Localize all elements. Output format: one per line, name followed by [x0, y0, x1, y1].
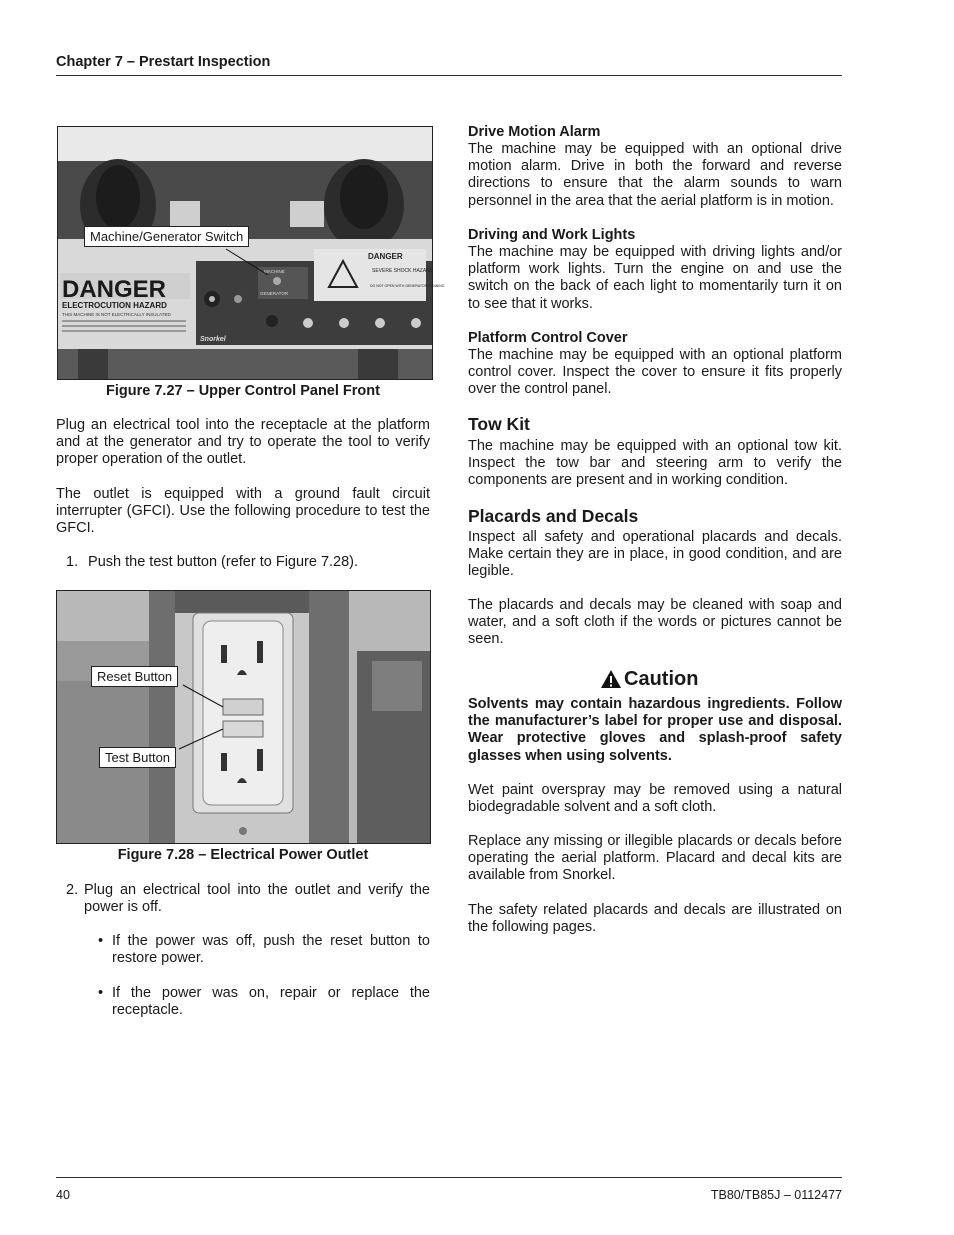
bullet-1-mark: •	[98, 933, 104, 949]
tow-kit-text: The machine may be equipped with an optional tow kit. Inspect the tow bar and steering arm to verify the components are present and in working condition.	[468, 438, 842, 489]
step-2-text: Plug an electrical tool into the outlet and verify the power is off.	[84, 882, 430, 916]
platform-cover-text: The machine may be equipped with an optional platform control cover. Inspect the cover to ensure it fits properly over the control panel.	[468, 347, 842, 398]
photo-do-not-open: DO NOT OPEN WITH GENERATOR RUNNING	[370, 284, 445, 288]
bullet-2	[56, 985, 430, 1019]
placards-text-1: Inspect all safety and operational placards and decals. Make certain they are in place, in good condition, and are legible.	[468, 529, 842, 580]
figure-7-27-photo	[57, 126, 445, 380]
figure-7-28-photo	[56, 590, 431, 844]
drive-motion-alarm-heading: Drive Motion Alarm	[468, 124, 601, 140]
step-1	[56, 554, 430, 571]
paint-overspray-text: Wet paint overspray may be removed using a natural biodegradable solvent and a soft cloth.	[468, 782, 842, 816]
photo-not-insulated: THIS MACHINE IS NOT ELECTRICALLY INSULATED	[62, 312, 171, 317]
model-number: TB80/TB85J – 0112477	[710, 1188, 842, 1202]
photo-electrocution: ELECTROCUTION HAZARD	[62, 301, 167, 310]
figure-7-28-caption: Figure 7.28 – Electrical Power Outlet	[117, 847, 369, 863]
placards-heading: Placards and Decals	[468, 506, 639, 526]
footer-rule	[56, 1177, 842, 1178]
driving-lights-text: The machine may be equipped with driving lights and/or platform work lights. Turn the engine on and use the switch on the back of each light to momentarily turn it on to see that it works.	[468, 244, 842, 312]
step-1-text: Push the test button (refer to Figure 7.28).	[88, 554, 359, 570]
callout-reset-button: Reset Button	[91, 666, 178, 687]
electrical-outlet-image	[57, 591, 430, 843]
photo-danger-big: DANGER	[62, 276, 167, 303]
callout-test-button: Test Button	[99, 747, 176, 768]
bullet-2-mark: •	[98, 985, 104, 1001]
chapter-header: Chapter 7 – Prestart Inspection	[56, 54, 271, 70]
figure-7-27-caption: Figure 7.27 – Upper Control Panel Front	[106, 383, 380, 399]
callout-machine-generator-switch: Machine/Generator Switch	[84, 226, 249, 247]
step-2	[56, 882, 430, 916]
page-number: 40	[56, 1188, 70, 1202]
replace-placards-text: Replace any missing or illegible placards or decals before operating the aerial platform. Placard and decal kits are available from Snorkel.	[468, 833, 842, 884]
photo-severe-shock: SEVERE SHOCK HAZARD	[372, 268, 434, 274]
platform-cover-heading: Platform Control Cover	[468, 330, 628, 346]
tow-kit-heading: Tow Kit	[468, 414, 530, 434]
step-2-number: 2.	[66, 882, 79, 898]
warning-triangle-icon	[600, 669, 622, 689]
caution-heading	[600, 666, 698, 692]
step-1-number: 1.	[66, 554, 79, 570]
paragraph-plug-tool: Plug an electrical tool into the receptacle at the platform and at the generator and try to operate the tool to verify proper operation of the outlet.	[56, 417, 430, 468]
caution-text: Solvents may contain hazardous ingredients. Follow the manufacturer’s label for proper use and disposal. Wear protective gloves and splash-proof safety glasses when using solvents.	[468, 696, 842, 764]
header-rule	[56, 75, 842, 76]
drive-motion-alarm-text: The machine may be equipped with an optional drive motion alarm. Drive in both the forward and reverse directions to ensure that the alarm sounds to warn personnel in the area that the aerial platform is in motion.	[468, 141, 842, 209]
bullet-2-text: If the power was on, repair or replace the receptacle.	[112, 985, 430, 1019]
photo-machine-label: MACHINE	[264, 269, 285, 274]
photo-generator-label: GENERATOR	[260, 291, 289, 296]
photo-snorkel-brand: Snorkel	[200, 336, 226, 343]
caution-title: Caution	[624, 667, 699, 690]
bullet-1-text: If the power was off, push the reset button to restore power.	[112, 933, 430, 967]
upper-control-panel-image	[58, 127, 445, 379]
driving-lights-heading: Driving and Work Lights	[468, 227, 636, 243]
paragraph-gfci: The outlet is equipped with a ground fault circuit interrupter (GFCI). Use the following procedure to test the GFCI.	[56, 486, 430, 537]
following-pages-text: The safety related placards and decals are illustrated on the following pages.	[468, 902, 842, 936]
placards-text-2: The placards and decals may be cleaned with soap and water, and a soft cloth if the words or pictures cannot be seen.	[468, 597, 842, 648]
bullet-1	[56, 933, 430, 967]
photo-danger-small: DANGER	[368, 252, 403, 261]
